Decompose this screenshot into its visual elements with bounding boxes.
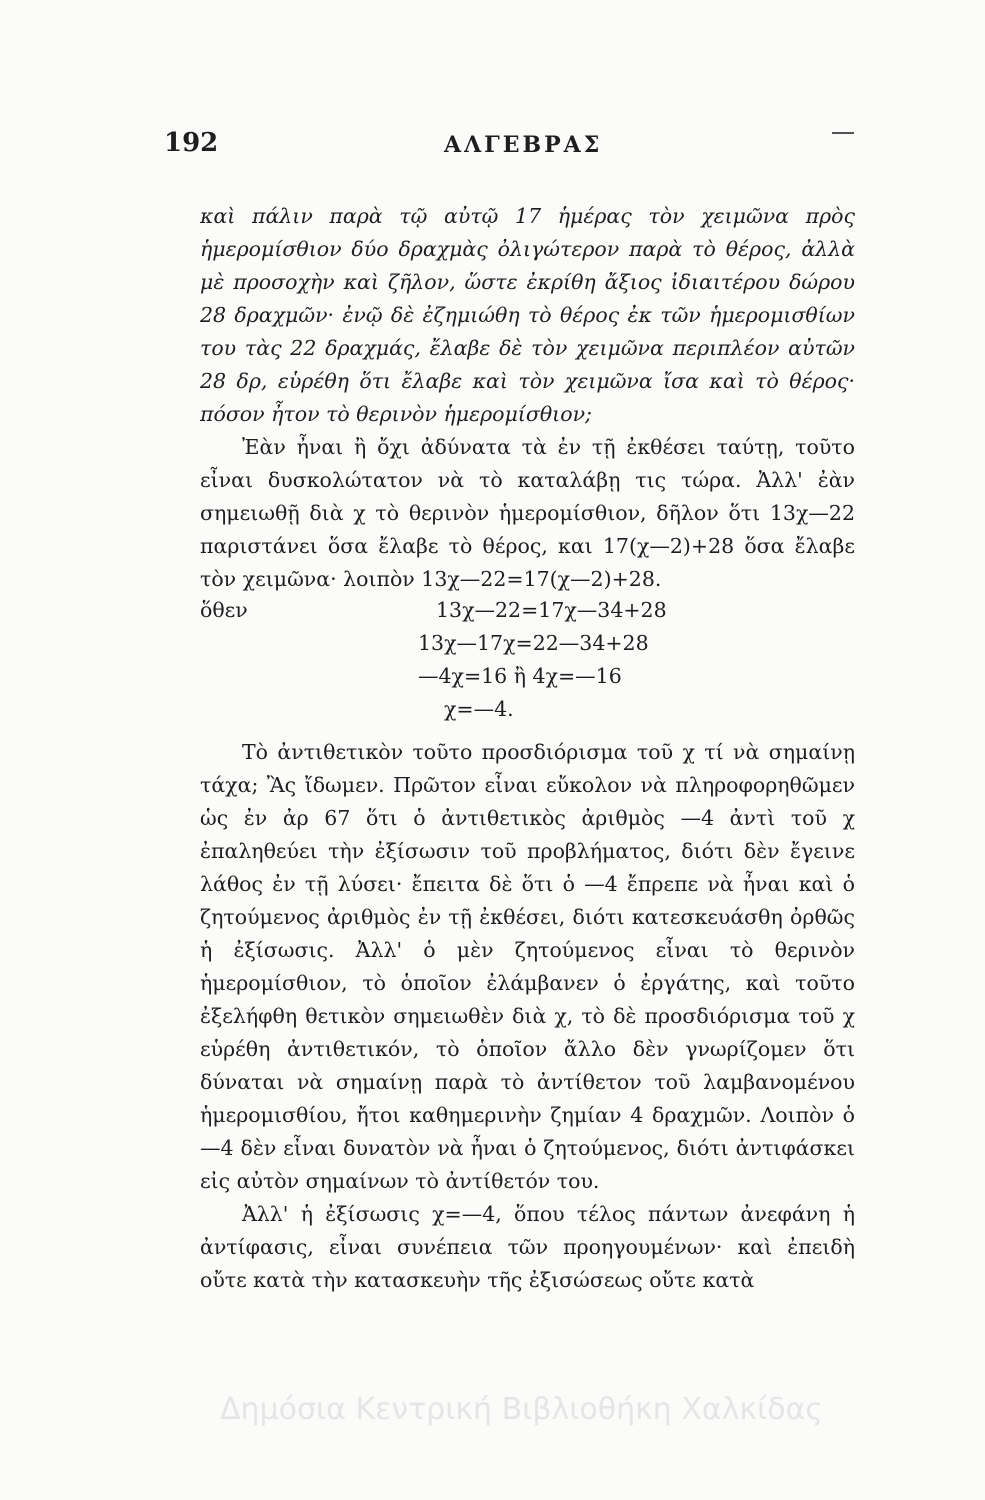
- conclusion-paragraph: Ἀλλ' ἡ ἐξίσωσις χ=—4, ὅπου τέλος πάντων ἀνεφάνη ἡ ἀντίφασις, εἶναι συνέπεια τῶν προηγουμένων· καὶ ἐπειδὴ οὔτε κατὰ τὴν κατασκευὴν τῆς ἐξισώσεως οὔτε κατὰ: [200, 1202, 855, 1292]
- equation-line: 13χ—17χ=22—34+28: [418, 631, 649, 655]
- equation-result: χ=—4.: [444, 697, 514, 721]
- main-text: [200, 200, 855, 1297]
- running-head: ΑΛΓΕΒΡΑΣ: [444, 132, 603, 158]
- page-header: [164, 128, 824, 168]
- library-watermark: Δημόσια Κεντρική Βιβλιοθήκη Χαλκίδας: [220, 1392, 823, 1427]
- equation-label: ὅθεν: [200, 598, 248, 622]
- equation-line: —4χ=16 ἢ 4χ=—16: [418, 664, 622, 688]
- header-rule: [832, 132, 854, 134]
- equation-block: [200, 598, 855, 736]
- setup-paragraph: Ἐὰν ἦναι ἢ ὄχι ἀδύνατα τὰ ἐν τῇ ἐκθέσει ταύτῃ, τοῦτο εἶναι δυσκολώτατον νὰ τὸ καταλάβῃ τις τώρα. Ἀλλ' ἐὰν σημειωθῇ διὰ χ τὸ θερινὸν ἡμερομίσθιον, δῆλον ὅτι 13χ—22 παριστάνει ὅσα ἔλαβε τὸ θέρος, και 17(χ—2)+28 ὅσα ἔλαβε τὸν χειμῶνα· λοιπὸν 13χ—22=17(χ—2)+28.: [200, 435, 855, 591]
- interpretation-paragraph: Τὸ ἀντιθετικὸν τοῦτο προσδιόρισμα τοῦ χ τί νὰ σημαίνῃ τάχα; Ἂς ἴδωμεν. Πρῶτον εἶναι εὔκολον νὰ πληροφορηθῶμεν ὡς ἐν ἀρ 67 ὅτι ὁ ἀντιθετικὸς ἀριθμὸς —4 ἀντὶ τοῦ χ ἐπαληθεύει τὴν ἐξίσωσιν τοῦ προβλήματος, διότι δὲν ἔγεινε λάθος ἐν τῇ λύσει· ἔπειτα δὲ ὅτι ὁ —4 ἔπρεπε νὰ ἦναι καὶ ὁ ζητούμενος ἀριθμὸς ἐν τῇ ἐκθέσει, διότι κατεσκευάσθη ὀρθῶς ἡ ἐξίσωσις. Ἀλλ' ὁ μὲν ζητούμενος εἶναι τὸ θερινὸν ἡμερομίσθιον, τὸ ὁποῖον ἐλάμβανεν ὁ ἐργάτης, καὶ τοῦτο ἐξελήφθη θετικὸν σημειωθὲν διὰ χ, τὸ δὲ προσδιόρισμα τοῦ χ εὑρέθη ἀντιθετικόν, τὸ ὁποῖον ἄλλο δὲν γνωρίζομεν ὅτι δύναται νὰ σημαίνῃ παρὰ τὸ ἀντίθετον τοῦ λαμβανομένου ἡμερομισθίου, ἤτοι καθημερινὴν ζημίαν 4 δραχμῶν. Λοιπὸν ὁ —4 δὲν εἶναι δυνατὸν νὰ ἦναι ὁ ζητούμενος, διότι ἀντιφάσκει εἰς αὐτὸν σημαίνων τὸ ἀντίθετόν του.: [200, 740, 855, 1193]
- page-number: 192: [164, 128, 219, 158]
- problem-paragraph: καὶ πάλιν παρὰ τῷ αὐτῷ 17 ἡμέρας τὸν χειμῶνα πρὸς ἡμερομίσθιον δύο δραχμὰς ὀλιγώτερον παρὰ τὸ θέρος, ἀλλὰ μὲ προσοχὴν καὶ ζῆλον, ὥστε ἐκρίθη ἄξιος ἰδιαιτέρου δώρου 28 δραχμῶν· ἐνῷ δὲ ἐζημιώθη τὸ θέρος ἐκ τῶν ἡμερομισθίων του τὰς 22 δραχμάς, ἔλαβε δὲ τὸν χειμῶνα περιπλέον αὐτῶν 28 δρ, εὑρέθη ὅτι ἔλαβε καὶ τὸν χειμῶνα ἴσα καὶ τὸ θέρος· πόσον ἦτον τὸ θερινὸν ἡμερομίσθιον;: [200, 204, 855, 426]
- equation-line: 13χ—22=17χ—34+28: [436, 598, 667, 622]
